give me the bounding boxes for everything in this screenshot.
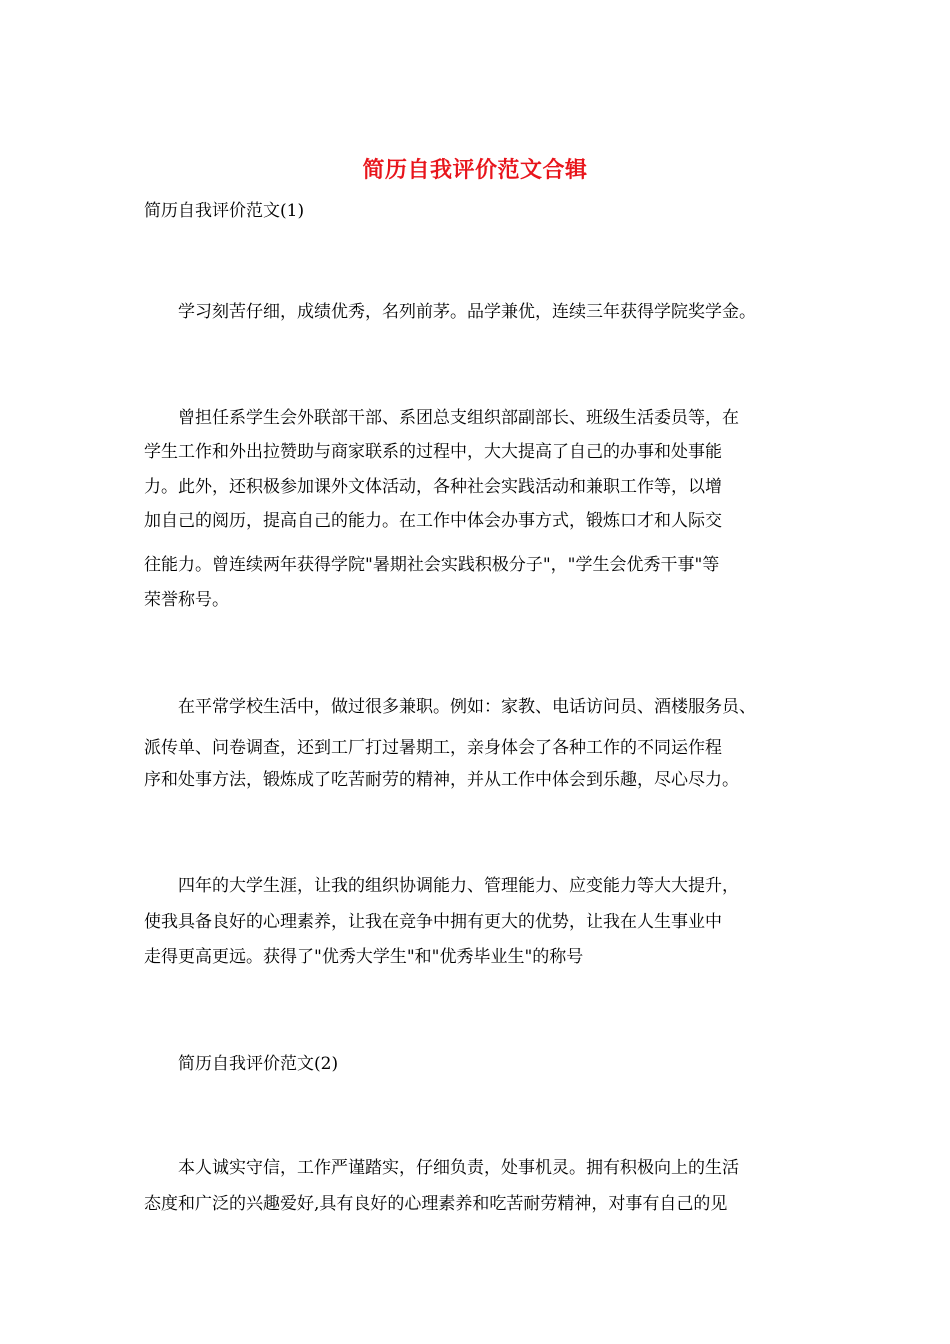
paragraph-line: 本人诚实守信，工作严谨踏实，仔细负责，处事机灵。拥有积极向上的生活 [144,1158,739,1178]
paragraph-line: 力。此外，还积极参加课外文体活动，各种社会实践活动和兼职工作等，以增 [144,477,722,497]
paragraph-line: 四年的大学生涯，让我的组织协调能力、管理能力、应变能力等大大提升， [144,876,739,896]
paragraph-line: 态度和广泛的兴趣爱好,具有良好的心理素养和吃苦耐劳精神，对事有自己的见 [144,1194,728,1214]
section-heading-1: 简历自我评价范文(1) [144,201,305,221]
paragraph-line: 往能力。曾连续两年获得学院"暑期社会实践积极分子"，"学生会优秀干事"等 [144,555,720,575]
section-heading-2: 简历自我评价范文(2) [144,1054,339,1074]
paragraph-line: 序和处事方法，锻炼成了吃苦耐劳的精神，并从工作中体会到乐趣，尽心尽力。 [144,770,739,790]
paragraph-line: 曾担任系学生会外联部干部、系团总支组织部副部长、班级生活委员等，在 [144,408,739,428]
paragraph-line: 加自己的阅历，提高自己的能力。在工作中体会办事方式，锻炼口才和人际交 [144,511,722,531]
document-title: 简历自我评价范文合辑 [362,157,588,183]
paragraph-line: 学习刻苦仔细，成绩优秀，名列前茅。品学兼优，连续三年获得学院奖学金。 [144,302,756,322]
paragraph-line: 派传单、问卷调查，还到工厂打过暑期工，亲身体会了各种工作的不同运作程 [144,738,722,758]
paragraph-line: 走得更高更远。获得了"优秀大学生"和"优秀毕业生"的称号 [144,947,584,967]
paragraph-line: 在平常学校生活中，做过很多兼职。例如：家教、电话访问员、酒楼服务员、 [144,697,756,717]
paragraph-line: 使我具备良好的心理素养，让我在竞争中拥有更大的优势，让我在人生事业中 [144,912,722,932]
paragraph-line: 荣誉称号。 [144,590,229,610]
paragraph-line: 学生工作和外出拉赞助与商家联系的过程中，大大提高了自己的办事和处事能 [144,442,722,462]
